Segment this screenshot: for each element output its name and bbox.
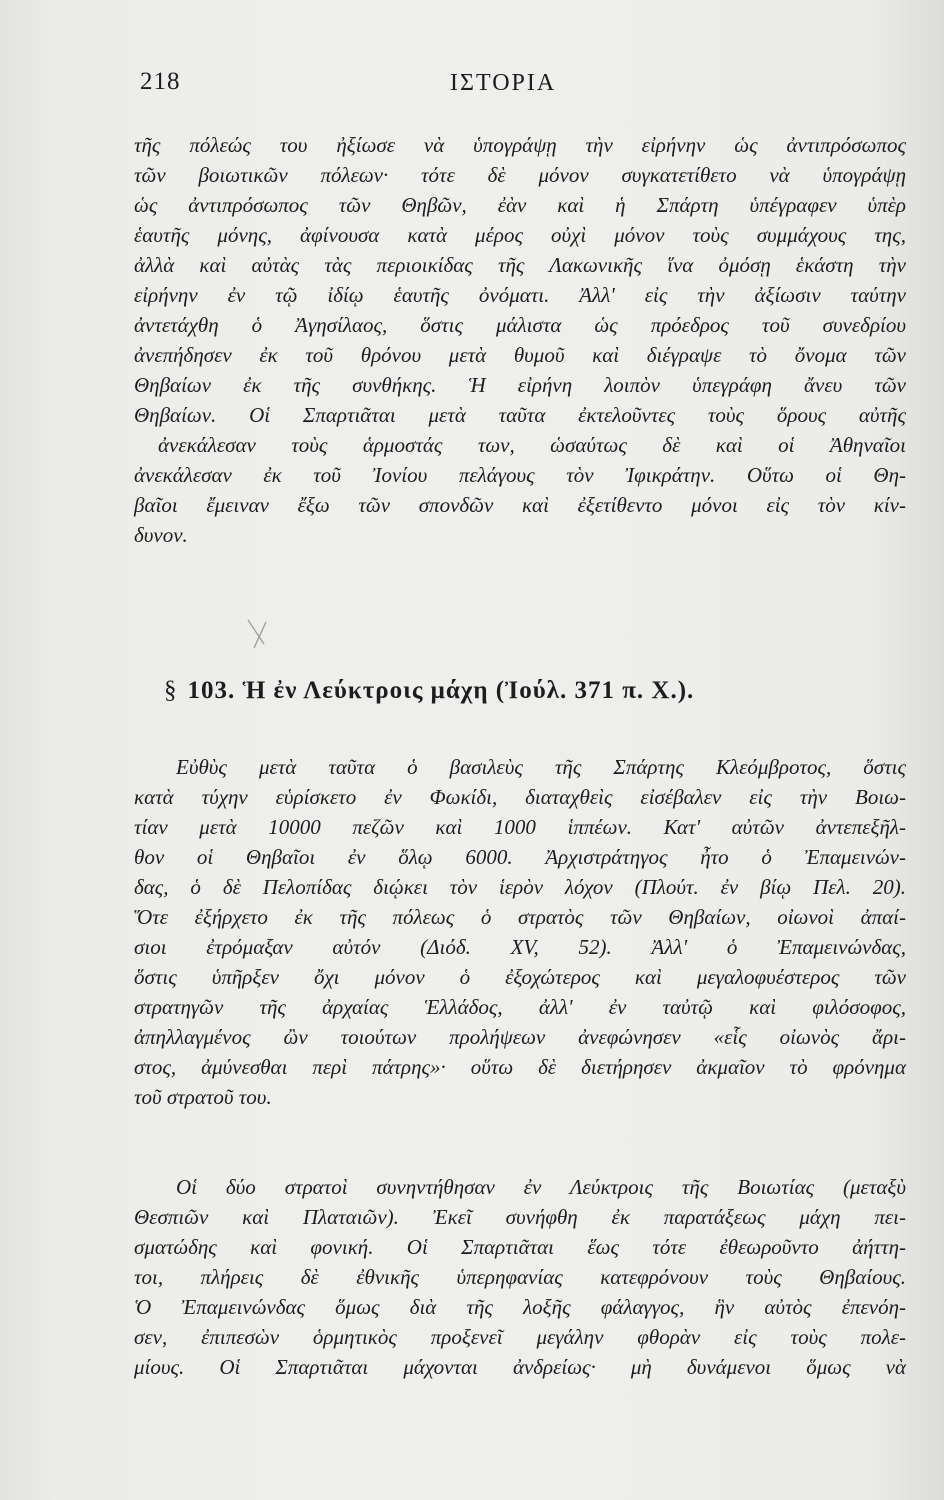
- paragraph-continuation: [134, 130, 906, 550]
- text-line: τοῦ στρατοῦ του.: [134, 1085, 272, 1109]
- paragraph-battle-intro: [134, 752, 906, 1112]
- text-line: στος, ἀμύνεσθαι περὶ πάτρης»· οὕτω δὲ διετήρησεν ἀκμαῖον τὸ φρόνημα: [134, 1055, 906, 1079]
- text-line: τίαν μετὰ 10000 πεζῶν καὶ 1000 ἱππέων. Κατ' αὐτῶν ἀντεπεξῆλ-: [134, 815, 906, 839]
- text-line: σεν, ἐπιπεσὼν ὁρμητικὸς προξενεῖ μεγάλην φθορὰν εἰς τοὺς πολε-: [134, 1325, 906, 1349]
- text-line: μίους. Οἱ Σπαρτιᾶται μάχονται ἀνδρείως· μὴ δυνάμενοι ὅμως νὰ: [134, 1355, 906, 1379]
- text-line: ὡς ἀντιπρόσωπος τῶν Θηβῶν, ἐὰν καὶ ἡ Σπάρτη ὑπέγραφεν ὑπὲρ: [134, 193, 906, 217]
- section-heading: [164, 677, 884, 705]
- text-line: Θεσπιῶν καὶ Πλαταιῶν). Ἐκεῖ συνήφθη ἐκ παρατάξεως μάχη πει-: [134, 1205, 906, 1229]
- text-line: ἑαυτῆς μόνης, ἀφίνουσα κατὰ μέρος οὐχὶ μόνον τοὺς συμμάχους της,: [134, 223, 906, 247]
- text-line: εἰρήνην ἐν τῷ ἰδίῳ ἑαυτῆς ὀνόματι. Ἀλλ' εἰς τὴν ἀξίωσιν ταύτην: [134, 283, 906, 307]
- text-line: τῶν βοιωτικῶν πόλεων· τότε δὲ μόνον συγκατετίθετο νὰ ὑπογράψῃ: [134, 163, 906, 187]
- text-line: δυνον.: [134, 523, 188, 547]
- text-line: ἀπηλλαγμένος ὢν τοιούτων προλήψεων ἀνεφώνησεν «εἷς οἰωνὸς ἄρι-: [134, 1025, 906, 1049]
- text-line: βαῖοι ἔμειναν ἔξω τῶν σπονδῶν καὶ ἐξετίθεντο μόνοι εἰς τὸν κίν-: [134, 493, 906, 517]
- page-header: [140, 68, 900, 108]
- text-line: σιοι ἐτρόμαξαν αὐτόν (Διόδ. XV, 52). Ἀλλ' ὁ Ἐπαμεινώνδας,: [134, 935, 906, 959]
- text-line: Θηβαίων. Οἱ Σπαρτιᾶται μετὰ ταῦτα ἐκτελοῦντες τοὺς ὅρους αὐτῆς: [134, 403, 906, 427]
- text-line: Ὁ Ἐπαμεινώνδας ὅμως διὰ τῆς λοξῆς φάλαγγος, ἣν αὐτὸς ἐπενόη-: [134, 1295, 906, 1319]
- text-line: τῆς πόλεώς του ἠξίωσε νὰ ὑπογράψῃ τὴν εἰρήνην ὡς ἀντιπρόσωπος: [134, 133, 906, 157]
- text-line: ἀντετάχθη ὁ Ἀγησίλαος, ὅστις μάλιστα ὡς πρόεδρος τοῦ συνεδρίου: [134, 313, 906, 337]
- text-line: θον οἱ Θηβαῖοι ἐν ὅλῳ 6000. Ἀρχιστράτηγος ἦτο ὁ Ἐπαμεινών-: [134, 845, 906, 869]
- text-line: Εὐθὺς μετὰ ταῦτα ὁ βασιλεὺς τῆς Σπάρτης Κλεόμβροτος, ὅστις: [176, 755, 906, 779]
- text-line: Ὅτε ἐξήρχετο ἐκ τῆς πόλεως ὁ στρατὸς τῶν Θηβαίων, οἰωνοὶ ἀπαί-: [134, 905, 906, 929]
- section-sign: §: [164, 677, 178, 704]
- pencil-mark-icon: [240, 614, 280, 654]
- text-line: κατὰ τύχην εὑρίσκετο ἐν Φωκίδι, διαταχθεὶς εἰσέβαλεν εἰς τὴν Βοιω-: [134, 785, 906, 809]
- text-line: ἀνεπήδησεν ἐκ τοῦ θρόνου μετὰ θυμοῦ καὶ διέγραψε τὸ ὄνομα τῶν: [134, 343, 906, 367]
- page-number: 218: [140, 68, 181, 95]
- text-line: δας, ὁ δὲ Πελοπίδας διῴκει τὸν ἱερὸν λόχον (Πλούτ. ἐν βίῳ Πελ. 20).: [134, 875, 906, 899]
- text-line: ἀνεκάλεσαν τοὺς ἁρμοστάς των, ὡσαύτως δὲ καὶ οἱ Ἀθηναῖοι: [158, 433, 906, 457]
- text-line: τοι, πλήρεις δὲ ἐθνικῆς ὑπερηφανίας κατεφρόνουν τοὺς Θηβαίους.: [134, 1265, 906, 1289]
- text-line: Οἱ δύο στρατοὶ συνηντήθησαν ἐν Λεύκτροις τῆς Βοιωτίας (μεταξὺ: [176, 1175, 906, 1199]
- section-title: 103. Ἡ ἐν Λεύκτροις μάχη (Ἰούλ. 371 π. Χ.).: [187, 677, 695, 704]
- text-line: ἀλλὰ καὶ αὐτὰς τὰς περιοικίδας τῆς Λακωνικῆς ἵνα ὀμόσῃ ἑκάστη τὴν: [134, 253, 906, 277]
- text-line: Θηβαίων ἐκ τῆς συνθήκης. Ἡ εἰρήνη λοιπὸν ὑπεγράφη ἄνευ τῶν: [134, 373, 906, 397]
- text-line: σματώδης καὶ φονική. Οἱ Σπαρτιᾶται ἕως τότε ἐθεωροῦντο ἀήττη-: [134, 1235, 906, 1259]
- paragraph-battle-clash: [134, 1172, 906, 1382]
- text-line: ἀνεκάλεσαν ἐκ τοῦ Ἰονίου πελάγους τὸν Ἰφικράτην. Οὕτω οἱ Θη-: [134, 463, 906, 487]
- text-line: στρατηγῶν τῆς ἀρχαίας Ἑλλάδος, ἀλλ' ἐν ταὐτῷ καὶ φιλόσοφος,: [134, 995, 906, 1019]
- running-title: ΙΣΤΟΡΙΑ: [450, 70, 557, 96]
- text-line: ὅστις ὑπῆρξεν ὄχι μόνον ὁ ἐξοχώτερος καὶ μεγαλοφυέστερος τῶν: [134, 965, 906, 989]
